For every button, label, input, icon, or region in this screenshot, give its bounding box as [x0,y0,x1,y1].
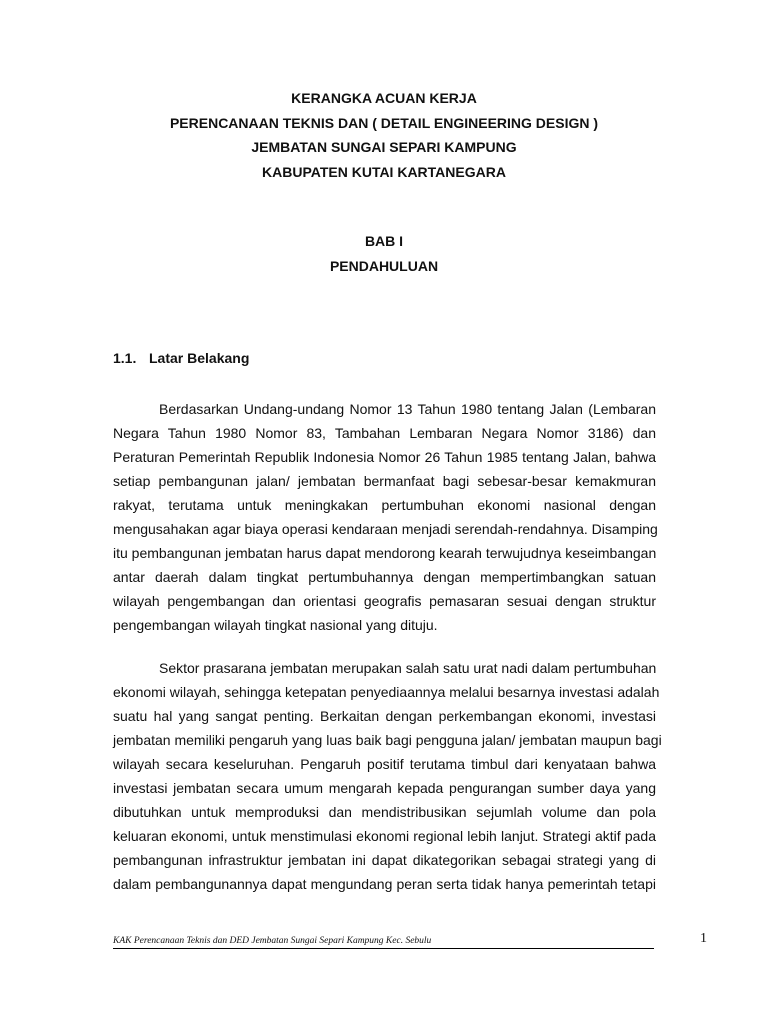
paragraph-1 [113,397,656,637]
paragraph-line: setiap pembangunan jalan/ jembatan bermanfaat bagi sebesar-besar kemakmuran [113,473,656,489]
chapter-number: BAB I [364,233,404,249]
paragraph-line: Sektor prasarana jembatan merupakan salah satu urat nadi dalam pertumbuhan [159,660,657,676]
paragraph-line: Berdasarkan Undang-undang Nomor 13 Tahun 1980 tentang Jalan (Lembaran [159,401,656,417]
footer-divider [113,948,654,949]
paragraph-line: pengembangan wilayah tingkat nasional yang dituju. [113,617,438,633]
title-line-2: PERENCANAAN TEKNIS DAN ( DETAIL ENGINEERING DESIGN ) [169,114,599,131]
chapter-heading [0,229,768,279]
paragraph-line: wilayah pengembangan dan orientasi geografis pemasaran sesuai dengan struktur [113,593,656,609]
chapter-name: PENDAHULUAN [329,258,439,274]
page-number: 1 [700,931,707,946]
paragraph-line: Negara Tahun 1980 Nomor 83, Tambahan Lembaran Negara Nomor 3186) dan [113,425,656,441]
paragraph-line: keluaran ekonomi, untuk menstimulasi ekonomi regional lebih lanjut. Strategi aktif pada [113,828,656,844]
paragraph-line: rakyat, terutama untuk meningkakan pertumbuhan ekonomi nasional dengan [113,497,656,513]
paragraph-line: mengusahakan agar biaya operasi kendaraan menjadi serendah-rendahnya. Disamping [113,521,658,537]
paragraph-line: investasi jembatan secara umum mengarah kepada pengurangan sumber daya yang [113,780,656,796]
paragraph-line: suatu hal yang sangat penting. Berkaitan dengan perkembangan ekonomi, investasi [113,708,656,724]
title-line-4: KABUPATEN KUTAI KARTANEGARA [262,163,506,180]
section-heading [113,348,249,368]
paragraph-line: ekonomi wilayah, sehingga ketepatan penyediaannya melalui besarnya investasi adalah [113,684,660,700]
paragraph-line: wilayah secara keseluruhan. Pengaruh positif terutama timbul dari kenyataan bahwa [113,756,656,772]
paragraph-line: pembangunan infrastruktur jembatan ini dapat dikategorikan sebagai strategi yang di [113,852,656,868]
section-title: Latar Belakang [149,350,250,366]
paragraph-line: itu pembangunan jembatan harus dapat mendorong kearah terwujudnya keseimbangan [113,545,657,561]
paragraph-2 [113,656,662,896]
document-title [0,86,768,184]
title-line-3: JEMBATAN SUNGAI SEPARI KAMPUNG [251,139,517,155]
paragraph-line: antar daerah dalam tingkat pertumbuhannya dengan mempertimbangkan satuan [113,569,656,585]
section-number: 1.1. [113,350,137,366]
paragraph-line: Peraturan Pemerintah Republik Indonesia Nomor 26 Tahun 1985 tentang Jalan, bahwa [113,449,656,465]
footer-text: KAK Perencanaan Teknis dan DED Jembatan Sungai Separi Kampung Kec. Sebulu [113,936,432,946]
title-line-1: KERANGKA ACUAN KERJA [291,90,477,106]
paragraph-line: dalam pembangunannya dapat mengundang peran serta tidak hanya pemerintah tetapi [113,876,656,892]
paragraph-line: dibutuhkan untuk memproduksi dan mendistribusikan sejumlah volume dan pola [113,804,656,820]
paragraph-line: jembatan memiliki pengaruh yang luas baik bagi pengguna jalan/ jembatan maupun bagi [113,732,662,748]
